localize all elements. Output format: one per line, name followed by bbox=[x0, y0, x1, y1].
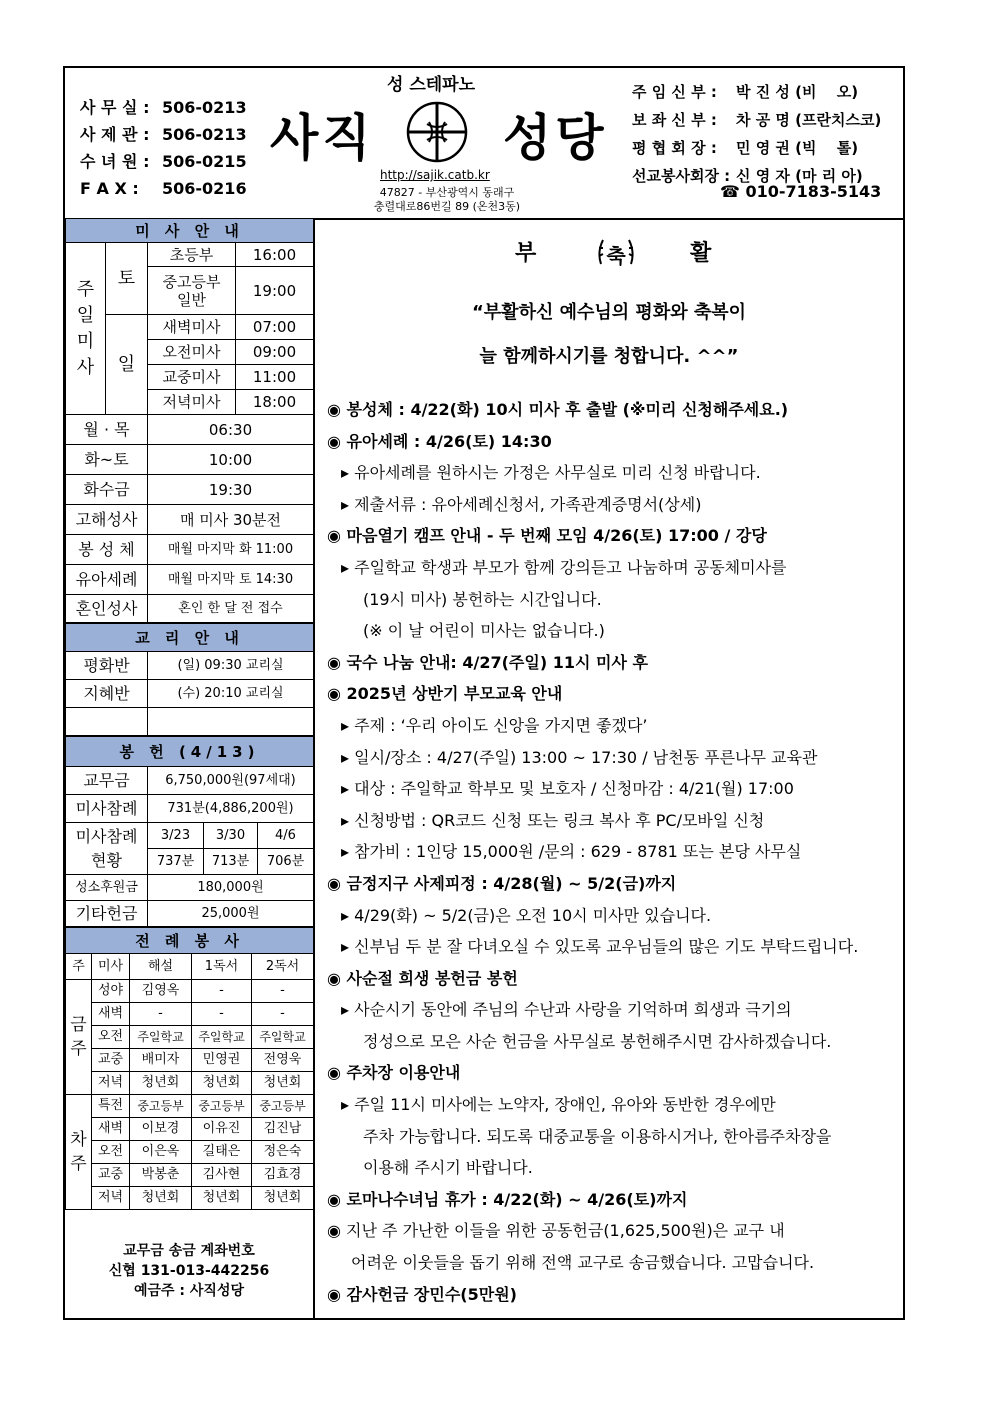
class-name bbox=[66, 708, 148, 736]
notice-items bbox=[327, 394, 907, 1310]
bulletin-page bbox=[63, 66, 905, 1320]
left-column bbox=[65, 218, 315, 1318]
notice-heading: ◉ 마음열기 캠프 안내 - 두 번째 모임 4/26(토) 17:00 / 강당 bbox=[327, 526, 767, 546]
attendance-count: 737분 bbox=[148, 849, 204, 875]
liturgy-row bbox=[66, 1072, 314, 1095]
easter-heading bbox=[515, 236, 536, 267]
week-label: 금 주 bbox=[66, 980, 92, 1095]
liturgy-cell: - bbox=[252, 980, 314, 1003]
sunday-mass-label: 주 일 미 사 bbox=[66, 243, 106, 415]
liturgy-cell: 새벽 bbox=[92, 1003, 130, 1026]
mass-table bbox=[65, 218, 314, 623]
attendance-count: 706분 bbox=[258, 849, 314, 875]
liturgy-row bbox=[66, 1118, 314, 1141]
schedule-label: 화수금 bbox=[66, 475, 148, 505]
col-header: 2독서 bbox=[252, 954, 314, 980]
liturgy-row bbox=[66, 1049, 314, 1072]
schedule-label: 고해성사 bbox=[66, 505, 148, 535]
mass-time: 19:00 bbox=[236, 267, 314, 315]
schedule-value: 매월 마지막 화 11:00 bbox=[148, 535, 314, 565]
mass-name: 오전미사 bbox=[148, 340, 236, 365]
account-line: 교무금 송금 계좌번호 bbox=[123, 1243, 255, 1259]
liturgy-cell: 정은숙 bbox=[252, 1141, 314, 1164]
contact-number: 506-0216 bbox=[162, 179, 247, 198]
schedule-label: 화~토 bbox=[66, 445, 148, 475]
notice-detail: ▸ 주일학교 학생과 부모가 함께 강의듣고 나눔하며 공동체미사를 bbox=[341, 557, 787, 577]
staff-role: 주 임 신 부 : bbox=[632, 83, 717, 101]
notice-heading: ◉ 국수 나눔 안내: 4/27(주일) 11시 미사 후 bbox=[327, 652, 648, 672]
easter-heading-right bbox=[690, 236, 711, 267]
liturgy-cell: - bbox=[192, 1003, 252, 1026]
liturgy-cell: 김효경 bbox=[252, 1164, 314, 1187]
notice-detail: 주차 가능합니다. 되도록 대중교통을 이용하시거나, 한아름주차장을 bbox=[363, 1126, 832, 1146]
offering-value: 6,750,000원(97세대) bbox=[148, 767, 314, 795]
class-time bbox=[148, 708, 314, 736]
liturgy-cell: - bbox=[192, 980, 252, 1003]
notice-detail: ▸ 유아세례를 원하시는 가정은 사무실로 미리 신청 바랍니다. bbox=[341, 463, 761, 483]
schedule-value: 혼인 한 달 전 접수 bbox=[148, 595, 314, 623]
liturgy-cell: 전영욱 bbox=[252, 1049, 314, 1072]
celebration-badge bbox=[593, 230, 639, 276]
notice-detail: ▸ 주일 11시 미사에는 노약자, 장애인, 유아와 동반한 경우에만 bbox=[341, 1095, 776, 1115]
mass-time: 09:00 bbox=[236, 340, 314, 365]
offering-label: 성소후원금 bbox=[66, 875, 148, 901]
staff-role: 선교봉사회장 : bbox=[632, 167, 731, 185]
offering-value: 180,000원 bbox=[148, 875, 314, 901]
liturgy-cell: 청년회 bbox=[192, 1072, 252, 1095]
notice-column bbox=[315, 218, 903, 1318]
schedule-label: 봉 성 체 bbox=[66, 535, 148, 565]
liturgy-cell: 청년회 bbox=[130, 1187, 192, 1210]
liturgy-cell: 이보경 bbox=[130, 1118, 192, 1141]
greeting-line-1: “부활하신 예수님의 평화와 축복이 bbox=[471, 302, 747, 323]
liturgy-row bbox=[66, 1164, 314, 1187]
liturgy-cell: 저녁 bbox=[92, 1187, 130, 1210]
staff-role: 보 좌 신 부 : bbox=[632, 111, 717, 129]
greeting-line-2: 늘 함께하시기를 청합니다. ^^” bbox=[479, 346, 739, 367]
staff-row bbox=[632, 134, 881, 162]
contact-row bbox=[80, 94, 247, 121]
mass-time: 18:00 bbox=[236, 390, 314, 415]
contact-number: 506-0213 bbox=[162, 98, 247, 117]
address-line-2: 충렬대로86번길 89 (온천3동) bbox=[373, 200, 521, 213]
notice-heading: ◉ 주차장 이용안내 bbox=[327, 1063, 461, 1083]
notice-detail: (19시 미사) 봉헌하는 시간입니다. bbox=[363, 589, 602, 609]
liturgy-cell: 김사현 bbox=[192, 1164, 252, 1187]
liturgy-cell: 청년회 bbox=[252, 1072, 314, 1095]
schedule-label: 월 · 목 bbox=[66, 415, 148, 445]
liturgy-cell: - bbox=[130, 1003, 192, 1026]
liturgy-cell: 이은옥 bbox=[130, 1141, 192, 1164]
liturgy-cell: 청년회 bbox=[130, 1072, 192, 1095]
account-holder: 예금주 : 사직성당 bbox=[133, 1283, 244, 1299]
liturgy-cell: 배미자 bbox=[130, 1049, 192, 1072]
liturgy-cell: 민영권 bbox=[192, 1049, 252, 1072]
attendance-date: 4/6 bbox=[258, 823, 314, 849]
liturgy-cell: 이유진 bbox=[192, 1118, 252, 1141]
liturgy-cell: 청년회 bbox=[192, 1187, 252, 1210]
notice-detail: ▸ 주제 : ‘우리 아이도 신앙을 가지면 좋겠다’ bbox=[341, 715, 648, 735]
festive-right: 활 bbox=[690, 241, 712, 266]
liturgy-cell: 중고등부 bbox=[192, 1095, 252, 1118]
liturgy-row bbox=[66, 1003, 314, 1026]
liturgy-cell: 교중 bbox=[92, 1164, 130, 1187]
liturgy-cell: 주일학교 bbox=[192, 1026, 252, 1049]
attendance-count: 713분 bbox=[204, 849, 258, 875]
notice-heading: ◉ 로마나수녀님 휴가 : 4/22(화) ~ 4/26(토)까지 bbox=[327, 1189, 688, 1209]
notice-heading: ◉ 유아세례 : 4/26(토) 14:30 bbox=[327, 431, 552, 451]
catechism-heading: 교 리 안 내 bbox=[66, 624, 314, 652]
offering-heading: 봉 헌 (4/13) bbox=[66, 737, 314, 767]
staff-name: 차 공 명 (프란치스코) bbox=[736, 111, 882, 129]
staff-row bbox=[632, 106, 881, 134]
parish-patron: 성 스테파노 bbox=[387, 75, 476, 95]
contact-row bbox=[80, 175, 247, 202]
offering-label: 미사참례 bbox=[66, 795, 148, 823]
liturgy-cell: 길태은 bbox=[192, 1141, 252, 1164]
col-header: 미사 bbox=[92, 954, 130, 980]
sunday-label: 일 bbox=[106, 315, 148, 415]
liturgy-cell: 주일학교 bbox=[252, 1026, 314, 1049]
notice-detail: ▸ 신부님 두 분 잘 다녀오실 수 있도록 교우님들의 많은 기도 부탁드립니다. bbox=[341, 937, 859, 957]
mass-heading: 미 사 안 내 bbox=[66, 219, 314, 243]
staff-name: 신 영 자 (마 리 아) bbox=[736, 167, 863, 185]
staff-row bbox=[632, 78, 881, 106]
contact-row bbox=[80, 148, 247, 175]
notice-detail: ▸ 4/29(화) ~ 5/2(금)은 오전 10시 미사만 있습니다. bbox=[341, 905, 712, 925]
liturgy-cell: 중고등부 bbox=[252, 1095, 314, 1118]
homepage-link[interactable]: http://sajik.catb.kr bbox=[380, 168, 490, 182]
notice-heading: ◉ 감사헌금 장민수(5만원) bbox=[327, 1284, 517, 1304]
liturgy-cell: 박봉춘 bbox=[130, 1164, 192, 1187]
notice-detail: (※ 이 날 어린이 미사는 없습니다.) bbox=[363, 621, 605, 641]
mass-time: 07:00 bbox=[236, 315, 314, 340]
contact-label: 수 녀 원 : bbox=[80, 152, 150, 171]
staff-role: 평 협 회 장 : bbox=[632, 139, 717, 157]
mass-name: 새벽미사 bbox=[148, 315, 236, 340]
schedule-value: 06:30 bbox=[148, 415, 314, 445]
notice-detail: 정성으로 모은 사순 헌금을 사무실로 봉헌해주시면 감사하겠습니다. bbox=[363, 1031, 832, 1051]
notice-detail: ▸ 제출서류 : 유아세례신청서, 가족관계증명서(상세) bbox=[341, 494, 702, 514]
phone-number: ☎ 010-7183-5143 bbox=[720, 182, 882, 201]
notice-heading: ◉ 지난 주 가난한 이들을 위한 공동헌금(1,625,500원)은 교구 내 bbox=[327, 1221, 785, 1241]
notice-heading: ◉ 봉성체 : 4/22(화) 10시 미사 후 출발 (※미리 신청해주세요.) bbox=[327, 400, 789, 419]
notice-detail: 이용해 주시기 바랍니다. bbox=[363, 1158, 533, 1178]
notice-detail: ▸ 신청방법 : QR코드 신청 또는 링크 복사 후 PC/모바일 신청 bbox=[341, 810, 765, 830]
title-left: 사직 bbox=[270, 109, 375, 167]
liturgy-cell: 교중 bbox=[92, 1049, 130, 1072]
schedule-label: 혼인성사 bbox=[66, 595, 148, 623]
mass-name: 중고등부 일반 bbox=[148, 267, 236, 315]
notice-heading: ◉ 사순절 희생 봉헌금 봉헌 bbox=[327, 968, 518, 988]
contact-list bbox=[80, 94, 247, 202]
staff-name: 민 영 권 (빅 톨) bbox=[736, 139, 859, 157]
class-name: 지혜반 bbox=[66, 680, 148, 708]
contact-row bbox=[80, 121, 247, 148]
offering-table bbox=[65, 736, 314, 927]
liturgy-row bbox=[66, 1187, 314, 1210]
liturgy-cell: 저녁 bbox=[92, 1072, 130, 1095]
account-number: 신협 131-013-442256 bbox=[108, 1263, 270, 1279]
account-info bbox=[65, 1241, 313, 1301]
offering-value: 25,000원 bbox=[148, 901, 314, 927]
notice-detail: ▸ 참가비 : 1인당 15,000원 /문의 : 629 - 8781 또는 본당 사무실 bbox=[341, 842, 802, 862]
schedule-value: 19:30 bbox=[148, 475, 314, 505]
attendance-label: 미사참례 현황 bbox=[66, 823, 148, 875]
liturgy-cell: 청년회 bbox=[252, 1187, 314, 1210]
contact-label: 사 제 관 : bbox=[80, 125, 150, 144]
title-right: 성당 bbox=[503, 109, 608, 167]
contact-number: 506-0213 bbox=[162, 125, 247, 144]
liturgy-cell: 주일학교 bbox=[130, 1026, 192, 1049]
col-header: 해설 bbox=[130, 954, 192, 980]
mass-time: 11:00 bbox=[236, 365, 314, 390]
catechism-table bbox=[65, 623, 314, 736]
week-label: 차 주 bbox=[66, 1095, 92, 1210]
mass-name: 교중미사 bbox=[148, 365, 236, 390]
staff-list bbox=[632, 78, 881, 190]
liturgy-table bbox=[65, 927, 314, 1210]
festive-left: 부 bbox=[515, 241, 537, 266]
schedule-value: 매월 마지막 토 14:30 bbox=[148, 565, 314, 595]
col-header: 주 bbox=[66, 954, 92, 980]
liturgy-cell: 오전 bbox=[92, 1026, 130, 1049]
notice-detail: 어려운 이웃들을 돕기 위해 전액 교구로 송금했습니다. 고맙습니다. bbox=[351, 1253, 815, 1273]
schedule-value: 10:00 bbox=[148, 445, 314, 475]
offering-label: 교무금 bbox=[66, 767, 148, 795]
mass-name: 저녁미사 bbox=[148, 390, 236, 415]
header bbox=[65, 68, 903, 220]
attendance-date: 3/30 bbox=[204, 823, 258, 849]
address bbox=[347, 186, 547, 214]
mass-time: 16:00 bbox=[236, 243, 314, 267]
contact-label: 사 무 실 : bbox=[80, 98, 150, 117]
class-time: (수) 20:10 교리실 bbox=[148, 680, 314, 708]
liturgy-cell: 김영옥 bbox=[130, 980, 192, 1003]
notice-detail: ▸ 일시/장소 : 4/27(주일) 13:00 ~ 17:30 / 남천동 푸른나무 교육관 bbox=[341, 747, 818, 767]
class-time: (일) 09:30 교리실 bbox=[148, 652, 314, 680]
saturday-label: 토 bbox=[106, 243, 148, 315]
badge-text: 축 bbox=[606, 244, 626, 268]
liturgy-cell: 오전 bbox=[92, 1141, 130, 1164]
notice-heading: ◉ 금정지구 사제피정 : 4/28(월) ~ 5/2(금)까지 bbox=[327, 873, 677, 893]
notice-heading: ◉ 2025년 상반기 부모교육 안내 bbox=[327, 684, 563, 704]
liturgy-cell: 새벽 bbox=[92, 1118, 130, 1141]
attendance-date: 3/23 bbox=[148, 823, 204, 849]
staff-name: 박 진 성 (비 오) bbox=[736, 83, 859, 101]
liturgy-row bbox=[66, 1141, 314, 1164]
cross-logo-icon bbox=[405, 100, 469, 164]
liturgy-cell: - bbox=[252, 1003, 314, 1026]
liturgy-row bbox=[66, 980, 314, 1003]
schedule-value: 매 미사 30분전 bbox=[148, 505, 314, 535]
notice-detail: ▸ 사순시기 동안에 주님의 수난과 사랑을 기억하며 희생과 극기의 bbox=[341, 1000, 792, 1020]
mass-name: 초등부 bbox=[148, 243, 236, 267]
liturgy-heading: 전 례 봉 사 bbox=[66, 928, 314, 954]
notice-detail: ▸ 대상 : 주일학교 학부모 및 보호자 / 신청마감 : 4/21(월) 17:00 bbox=[341, 779, 794, 799]
contact-label: F A X : bbox=[80, 179, 139, 198]
offering-label: 기타헌금 bbox=[66, 901, 148, 927]
liturgy-cell: 성야 bbox=[92, 980, 130, 1003]
liturgy-cell: 중고등부 bbox=[130, 1095, 192, 1118]
liturgy-cell: 김진남 bbox=[252, 1118, 314, 1141]
liturgy-row bbox=[66, 1095, 314, 1118]
schedule-label: 유아세례 bbox=[66, 565, 148, 595]
liturgy-row bbox=[66, 1026, 314, 1049]
address-line-1: 47827 - 부산광역시 동래구 bbox=[379, 186, 515, 199]
offering-value: 731분(4,886,200원) bbox=[148, 795, 314, 823]
class-name: 평화반 bbox=[66, 652, 148, 680]
liturgy-cell: 특전 bbox=[92, 1095, 130, 1118]
contact-number: 506-0215 bbox=[162, 152, 247, 171]
col-header: 1독서 bbox=[192, 954, 252, 980]
